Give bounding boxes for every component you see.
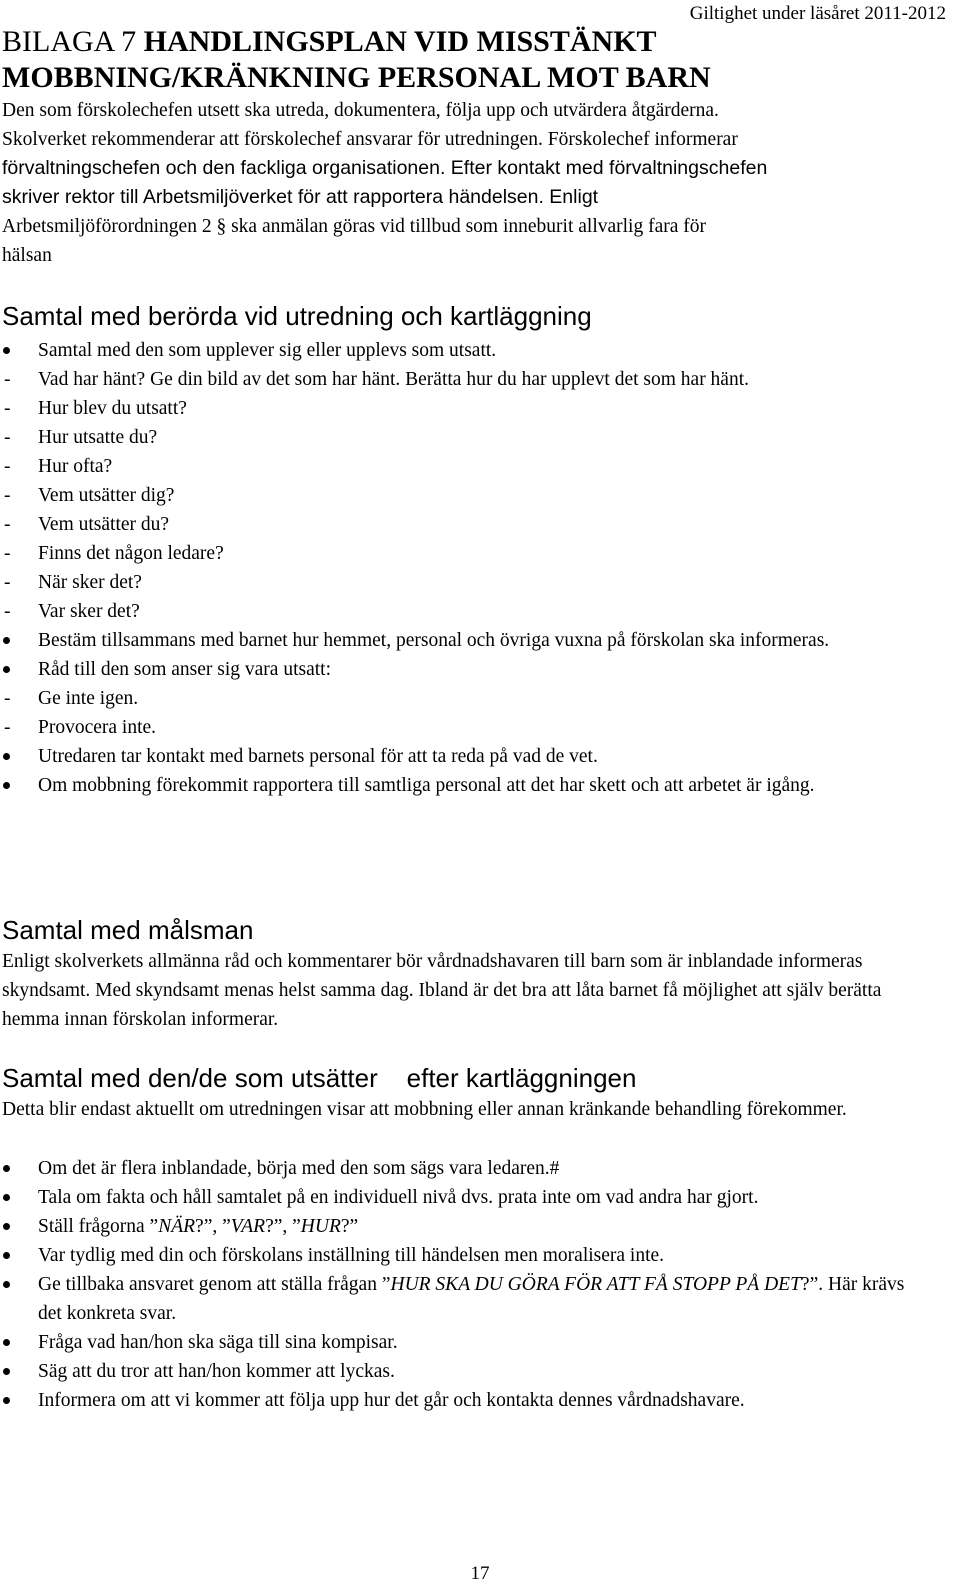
question-where: VAR: [230, 1216, 266, 1237]
investigation-list: [2, 336, 952, 800]
question-item: - Ge inte igen.: [2, 684, 952, 713]
section-heading-guardian: Samtal med målsman: [2, 915, 254, 945]
page-number: 17: [470, 1563, 490, 1584]
intro-line: Arbetsmiljöförordningen 2 § ska anmälan göras vid tillbud som inneburit allvarlig fara för: [2, 216, 706, 237]
intro-line: Skolverket rekommenderar att förskolechef ansvarar för utredningen. Förskolechef informerar: [2, 129, 738, 150]
question-item: - Var sker det?: [2, 597, 952, 626]
stop-question: HUR SKA DU GÖRA FÖR ATT FÅ STOPP PÅ DET: [390, 1274, 801, 1295]
question-item: - Vem utsätter dig?: [2, 481, 952, 510]
question-item: - Hur ofta?: [2, 452, 952, 481]
question-item: - Vad har hänt? Ge din bild av det som har hänt. Berätta hur du har upplevt det som har hänt.: [2, 365, 952, 394]
list-item: Tala om fakta och håll samtalet på en individuell nivå dvs. prata inte om vad andra har gjort.: [2, 1183, 922, 1212]
bullet-item: Utredaren tar kontakt med barnets personal för att ta reda på vad de vet.: [2, 742, 952, 771]
bullet-item: Samtal med den som upplever sig eller upplevs som utsatt.: [2, 336, 952, 365]
list-item: Var tydlig med din och förskolans inställning till händelsen men moralisera inte.: [2, 1241, 922, 1270]
offender-intro-text: Detta blir endast aktuellt om utredningen visar att mobbning eller annan kränkande behandling förekommer.: [2, 1099, 847, 1120]
list-item: Säg att du tror att han/hon kommer att lyckas.: [2, 1357, 922, 1386]
title-bold-line1: HANDLINGSPLAN VID MISSTÄNKT: [143, 25, 657, 58]
question-item: - Finns det någon ledare?: [2, 539, 952, 568]
question-item: - När sker det?: [2, 568, 952, 597]
section-heading-investigation: Samtal med berörda vid utredning och kartläggning: [2, 301, 592, 331]
intro-line: hälsan: [2, 245, 52, 266]
intro-paragraph: [2, 96, 952, 270]
guardian-paragraph: [2, 947, 902, 1034]
section-heading-offender: Samtal med den/de som utsätter efter kartläggningen: [2, 1063, 637, 1093]
list-item: Ge tillbaka ansvaret genom att ställa frågan ”HUR SKA DU GÖRA FÖR ATT FÅ STOPP PÅ DET?”. Här krävs det konkreta svar.: [2, 1270, 922, 1328]
bullet-item: Om mobbning förekommit rapportera till samtliga personal att det har skett och att arbetet är igång.: [2, 771, 952, 800]
offender-list: [2, 1154, 922, 1415]
title-bold-line2: MOBBNING/KRÄNKNING PERSONAL MOT BARN: [2, 61, 711, 94]
offender-paragraph: [2, 1095, 852, 1124]
question-item: - Provocera inte.: [2, 713, 952, 742]
validity-note: Giltighet under läsåret 2011-2012: [689, 3, 946, 24]
list-item: Om det är flera inblandade, börja med den som sägs vara ledaren.#: [2, 1154, 922, 1183]
question-when: NÄR: [158, 1216, 196, 1237]
question-item: - Vem utsätter du?: [2, 510, 952, 539]
title-prefix: BILAGA 7: [2, 25, 144, 58]
list-item: Ställ frågorna ”NÄR?”, ”VAR?”, ”HUR?”: [2, 1212, 922, 1241]
list-item: Fråga vad han/hon ska säga till sina kompisar.: [2, 1328, 922, 1357]
question-how: HUR: [300, 1216, 341, 1237]
intro-line: förvaltningschefen och den fackliga organisationen. Efter kontakt med förvaltningschefen: [2, 157, 768, 179]
document-title: [2, 24, 711, 96]
list-item: Informera om att vi kommer att följa upp hur det går och kontakta dennes vårdnadshavare.: [2, 1386, 922, 1415]
intro-line: skriver rektor till Arbetsmiljöverket för att rapportera händelsen. Enligt: [2, 186, 599, 208]
question-item: - Hur blev du utsatt?: [2, 394, 952, 423]
intro-line: Den som förskolechefen utsett ska utreda, dokumentera, följa upp och utvärdera åtgärderna.: [2, 100, 719, 121]
question-item: - Hur utsatte du?: [2, 423, 952, 452]
bullet-item: Bestäm tillsammans med barnet hur hemmet, personal och övriga vuxna på förskolan ska informeras.: [2, 626, 952, 655]
bullet-item: Råd till den som anser sig vara utsatt:: [2, 655, 952, 684]
guardian-text: Enligt skolverkets allmänna råd och kommentarer bör vårdnadshavaren till barn som är inblandade informeras skyndsamt. Med skyndsamt menas helst samma dag. Ibland är det bra att låta barnet få möjlighet att själv berätta hemma innan förskolan informerar.: [2, 951, 882, 1030]
